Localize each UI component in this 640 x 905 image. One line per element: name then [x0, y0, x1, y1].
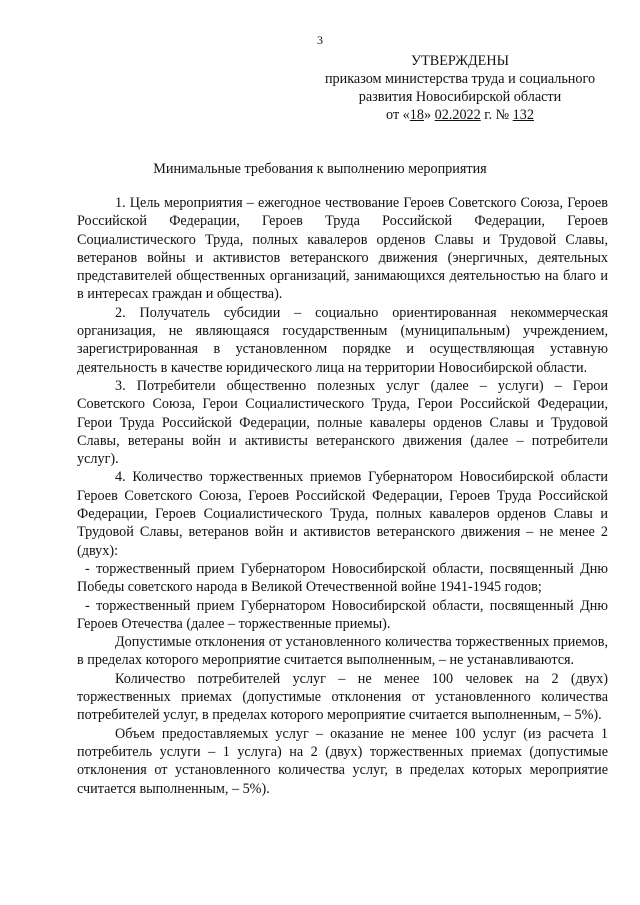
approval-line-1: приказом министерства труда и социального — [324, 71, 596, 87]
list-item-victory-day: - торжественный прием Губернатором Новосибирской области, посвященный Дню Победы советского народа в Великой Отечественной войне 1941-1945 годов; — [77, 560, 608, 596]
document-title: Минимальные требования к выполнению мероприятия — [153, 161, 487, 177]
paragraph-4: 4. Количество торжественных приемов Губернатором Новосибирской области Героев Советского Союза, Героев Российской Федерации, Героев Труда Российской Федерации, Героев Социалистического Труда, полных кавалеров орденов Славы и Трудовой Славы, ветеранов войн и активистов ветеранского движения – не менее 2 (двух): — [77, 469, 608, 559]
approval-title: УТВЕРЖДЕНЫ — [411, 53, 509, 69]
date-prefix: от « — [386, 107, 410, 123]
date-month-year: 02.2022 — [434, 107, 481, 123]
list-item-heroes-day: - торжественный прием Губернатором Новосибирской области, посвященный Дню Героев Отечества (далее – торжественные приемы). — [77, 597, 608, 632]
document-body — [77, 194, 608, 798]
date-mid: » — [423, 107, 435, 123]
approval-line-2: развития Новосибирской области — [358, 89, 562, 105]
approval-date-line — [300, 106, 620, 124]
paragraph-2: 2. Получатель субсидии – социально ориентированная некоммерческая организация, не являющаяся государственным (муниципальным) учреждением, зарегистрированная в установленном порядке и осуществляющая уставную деятельность в качестве юридического лица на территории Новосибирской области. — [77, 304, 608, 376]
date-day: 18 — [409, 107, 424, 123]
order-number: 132 — [512, 107, 534, 123]
paragraph-3: 3. Потребители общественно полезных услуг (далее – услуги) – Герои Советского Союза, Герои Социалистического Труда, Герои Российской Федерации, Герои Труда Российской Федерации, полные кавалеры орденов Славы и Трудовой Славы, ветераны войн и активисты ветеранского движения (далее – потребители услуг). — [77, 377, 608, 468]
paragraph-consumers-count: Количество потребителей услуг – не менее 100 человек на 2 (двух) торжественных приемах (допустимые отклонения от установленного количества потребителей услуг, в пределах которого мероприятие считается выполненным, – 5%). — [77, 670, 608, 724]
paragraph-services-volume: Объем предоставляемых услуг – оказание не менее 100 услуг (из расчета 1 потребитель услуги – 1 услуга) на 2 (двух) торжественных приемах (допустимые отклонения от установленного количества услуг, в пределах которых мероприятие считается выполненным, – 5%). — [77, 725, 608, 797]
paragraph-deviations-receptions: Допустимые отклонения от установленного количества торжественных приемов, в пределах которого мероприятие считается выполненным, – не устанавливаются. — [77, 634, 608, 669]
page-number: 3 — [317, 33, 323, 47]
paragraph-1: 1. Цель мероприятия – ежегодное чествование Героев Советского Союза, Героев Российской Федерации, Героев Труда Российской Федерации, Героев Социалистического Труда, полных кавалеров орденов Славы и Трудовой Славы, ветеранов войны и активистов ветеранского движения (энергичных, деятельных представителей общественных организаций, занимающихся деятельностью на благо и в интересах граждан и общества). — [77, 195, 608, 303]
approval-stamp — [300, 52, 620, 124]
year-suffix: г. № — [480, 107, 513, 123]
